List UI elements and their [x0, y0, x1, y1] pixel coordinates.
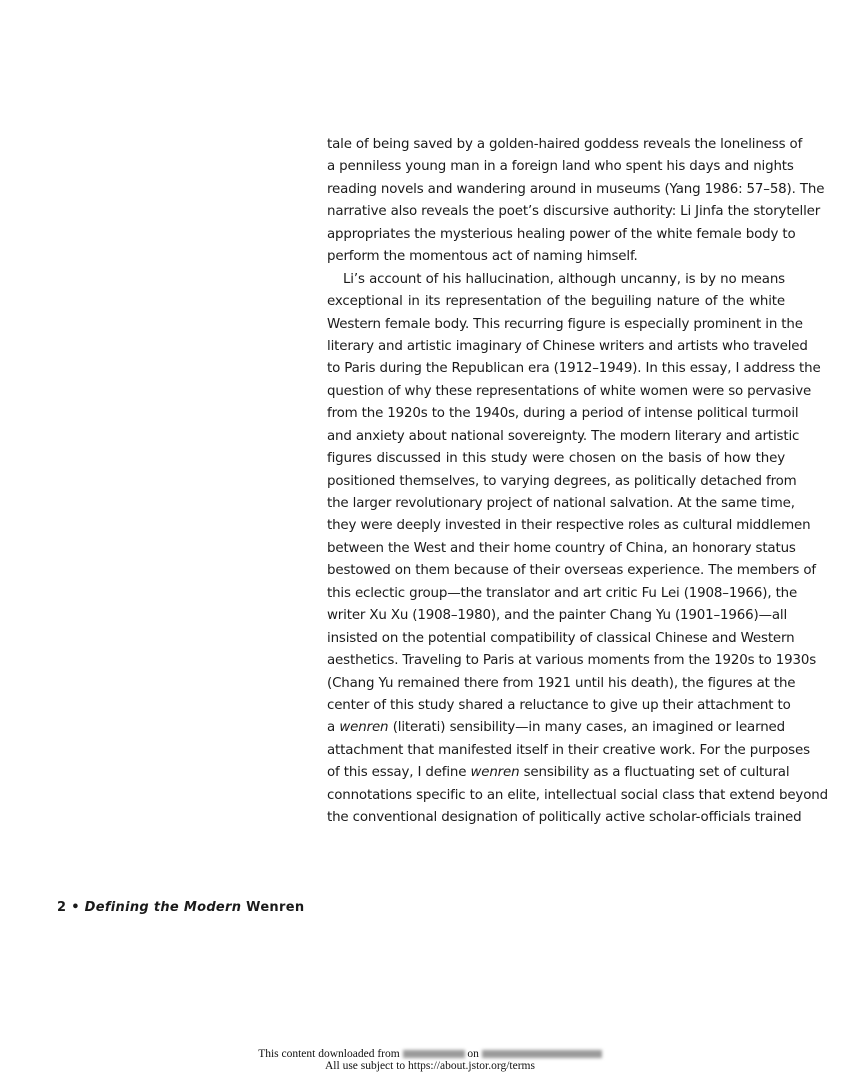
text-segment: figures discussed in this study were chosen on the basis of how they [327, 451, 785, 467]
text-segment: connotations specific to an elite, intellectual social class that extend beyond [327, 787, 828, 803]
download-prefix: This content downloaded from [258, 1048, 400, 1060]
text-segment: exceptional in its representation of the beguiling nature of the white [327, 294, 785, 310]
text-segment: a penniless young man in a foreign land who spent his days and nights [327, 159, 794, 175]
page-number: 2 [57, 900, 67, 915]
text-segment: Western female body. This recurring figure is especially prominent in the [327, 316, 803, 332]
text-line [327, 201, 821, 223]
text-segment: Li’s account of his hallucination, although uncanny, is by no means [343, 271, 785, 287]
jstor-footer [0, 1048, 860, 1072]
paragraph [327, 269, 828, 830]
text-line [327, 538, 796, 560]
redacted-timestamp [482, 1050, 602, 1058]
body-text [327, 134, 828, 830]
text-line [327, 628, 795, 650]
text-segment: and anxiety about national sovereignty. The modern literary and artistic [327, 428, 800, 444]
text-segment: question of why these representations of white women were so pervasive [327, 383, 812, 399]
text-segment: between the West and their home country of China, an honorary status [327, 540, 796, 556]
text-line [327, 448, 785, 470]
text-line [327, 717, 785, 739]
text-segment: (literati) sensibility—in many cases, an imagined or learned [388, 720, 785, 736]
text-line [327, 134, 803, 156]
redacted-ip [403, 1050, 465, 1058]
text-segment: this eclectic group—the translator and art critic Fu Lei (1908–1966), the [327, 585, 798, 601]
book-title-italic: Defining the Modern [84, 900, 242, 915]
text-segment: appropriates the mysterious healing power of the white female body to [327, 226, 796, 242]
text-segment: the larger revolutionary project of national salvation. At the same time, [327, 496, 795, 511]
text-line [327, 583, 798, 605]
text-segment: to Paris during the Republican era (1912–1949). In this essay, I address the [327, 361, 821, 377]
text-line [327, 291, 785, 313]
text-segment: of this essay, I define [327, 765, 471, 781]
book-title-roman: Wenren [246, 900, 305, 915]
text-line [327, 314, 803, 336]
text-line [327, 740, 810, 762]
text-segment: tale of being saved by a golden-haired goddess reveals the loneliness of [327, 137, 803, 152]
text-line [327, 224, 796, 246]
text-line [327, 560, 816, 582]
text-line [327, 807, 802, 829]
text-line [327, 246, 785, 268]
text-line [327, 336, 808, 358]
text-segment: sensibility as a fluctuating set of cultural [519, 765, 790, 781]
text-segment: the conventional designation of politically active scholar-officials trained [327, 810, 802, 826]
text-segment: aesthetics. Traveling to Paris at various moments from the 1920s to 1930s [327, 653, 817, 669]
text-line [327, 650, 817, 672]
separator-bullet: • [71, 900, 80, 915]
text-line [327, 179, 825, 201]
text-line [327, 605, 788, 627]
text-segment: narrative also reveals the poet’s discursive authority: Li Jinfa the storyteller [327, 204, 821, 220]
text-segment: they were deeply invested in their respective roles as cultural middlemen [327, 518, 811, 534]
text-line [327, 762, 790, 784]
italic-term: wenren [470, 765, 520, 781]
text-line [327, 673, 796, 695]
text-line [327, 515, 811, 537]
text-line [327, 471, 797, 493]
text-segment: from the 1920s to the 1940s, during a period of intense political turmoil [327, 406, 799, 422]
terms-notice: All use subject to https://about.jstor.org/terms [325, 1060, 535, 1072]
download-notice [0, 1048, 860, 1060]
text-line [327, 403, 799, 425]
text-line [327, 381, 812, 403]
running-footer [57, 900, 304, 915]
text-segment: bestowed on them because of their overseas experience. The members of [327, 563, 816, 579]
download-on: on [467, 1048, 479, 1060]
text-segment: literary and artistic imaginary of Chinese writers and artists who traveled [327, 338, 808, 354]
text-segment: a [327, 720, 340, 736]
text-segment: (Chang Yu remained there from 1921 until his death), the figures at the [327, 675, 796, 691]
italic-term: wenren [339, 720, 389, 736]
text-segment: insisted on the potential compatibility of classical Chinese and Western [327, 630, 795, 646]
text-segment: perform the momentous act of naming himself. [327, 249, 638, 265]
text-line [327, 493, 795, 515]
text-line [327, 426, 800, 448]
text-segment: writer Xu Xu (1908–1980), and the painter Chang Yu (1901–1966)—all [327, 608, 788, 624]
paragraph [327, 134, 825, 269]
text-segment: attachment that manifested itself in their creative work. For the purposes [327, 742, 810, 758]
text-segment: positioned themselves, to varying degrees, as politically detached from [327, 473, 797, 489]
text-line [327, 269, 785, 291]
text-line [327, 785, 828, 807]
text-line [327, 358, 821, 380]
text-line [327, 695, 791, 717]
text-line [327, 156, 794, 178]
text-segment: reading novels and wandering around in museums (Yang 1986: 57–58). The [327, 181, 825, 197]
text-segment: center of this study shared a reluctance to give up their attachment to [327, 697, 791, 713]
